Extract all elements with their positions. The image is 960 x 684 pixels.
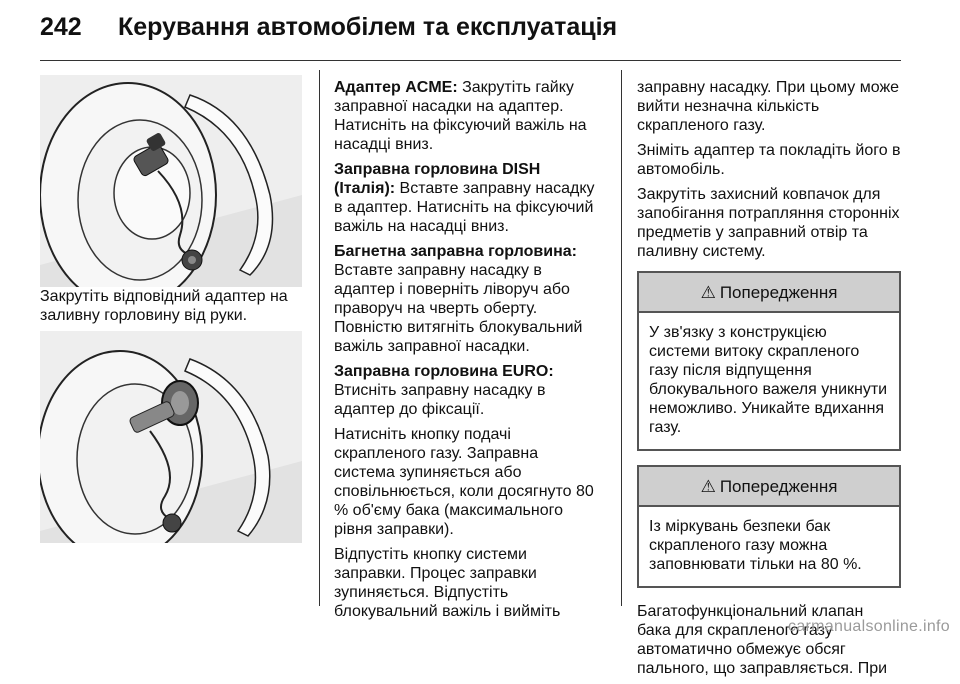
warning-text: Із міркувань безпеки бак скрапленого газу можна заповнювати тільки на 80 %. [649,518,862,573]
paragraph-acme: Адаптер ACME: Закрутіть гайку заправної насадки на адаптер. Натисніть на фіксуючий важіль на насадці вниз. [334,79,587,153]
paragraph-euro: Заправна горловина EURO: Втисніть заправну насадку в адаптер до фіксації. [334,363,554,418]
paragraph-nozzle: заправну насадку. При цьому може вийти незначна кількість скрапленого газу. [637,79,900,134]
figure-adapter-screwed [40,75,302,287]
warning-header [639,273,899,313]
right-column [637,78,901,684]
figure-adapter-hand [40,331,302,543]
warning-box-1 [637,271,901,451]
page-number: 242 [40,12,82,41]
heading-euro: Заправна горловина EURO: [334,363,554,380]
header-divider [40,60,901,61]
warning-icon: ⚠ [700,282,716,302]
paragraph-adapter-remove: Зніміть адаптер та покладіть його в автомобіль. [637,142,901,178]
left-column [40,75,302,543]
watermark: carmanualsonline.info [788,618,950,635]
paragraph-cap: Закрутіть захисний ковпачок для запобігання потрапляння сторонніх предметів у заправний отвір та паливну систему. [637,186,900,260]
paragraph-multivalve: Багатофункціональний клапан бака для скрапленого газу автоматично обмежує обсяг пального, що заправляється. При [637,603,888,677]
paragraph-bayonet: Багнетна заправна горловина: Вставте заправну насадку в адаптер і поверніть ліворуч або праворуч на чверть оберту. Повністю витягніть блокувальний важіль заправної насадки. [334,243,583,355]
warning-header [639,467,899,507]
page-title: Керування автомобілем та експлуатація [118,12,618,41]
paragraph-dish: Заправна горловина DISH (Італія): Вставте заправну насадку в адаптер. Натисніть на фіксуючий важіль на насадці вниз. [334,161,595,235]
middle-column [334,78,602,627]
figure-caption: Закрутіть відповідний адаптер на заливну горловину від руки. [40,288,288,324]
warning-title: Попередження [719,476,838,496]
paragraph-release: Відпустіть кнопку системи заправки. Процес заправки зупиняється. Відпустіть блокувальний важіль і вийміть [334,546,561,620]
column-divider-2 [621,70,622,606]
heading-acme: Адаптер ACME: [334,79,458,96]
heading-bayonet: Багнетна заправна горловина: [334,243,577,260]
column-divider-1 [319,70,320,606]
warning-icon: ⚠ [700,476,716,496]
warning-box-2 [637,465,901,588]
warning-title: Попередження [719,282,838,302]
warning-text: У зв'язку з конструкцією системи витоку скрапленого газу після відпущення блокувального важеля уникнути неможливо. Уникайте вдихання газу. [649,324,888,436]
heading-dish: Заправна горловина DISH (Італія): [334,161,541,197]
page-header [40,10,900,44]
paragraph-lpg-button: Натисніть кнопку подачі скрапленого газу. Заправна система зупиняється або сповільнюється, коли досягнуто 80 % об'єму бака (максимального рівня заправки). [334,426,594,538]
